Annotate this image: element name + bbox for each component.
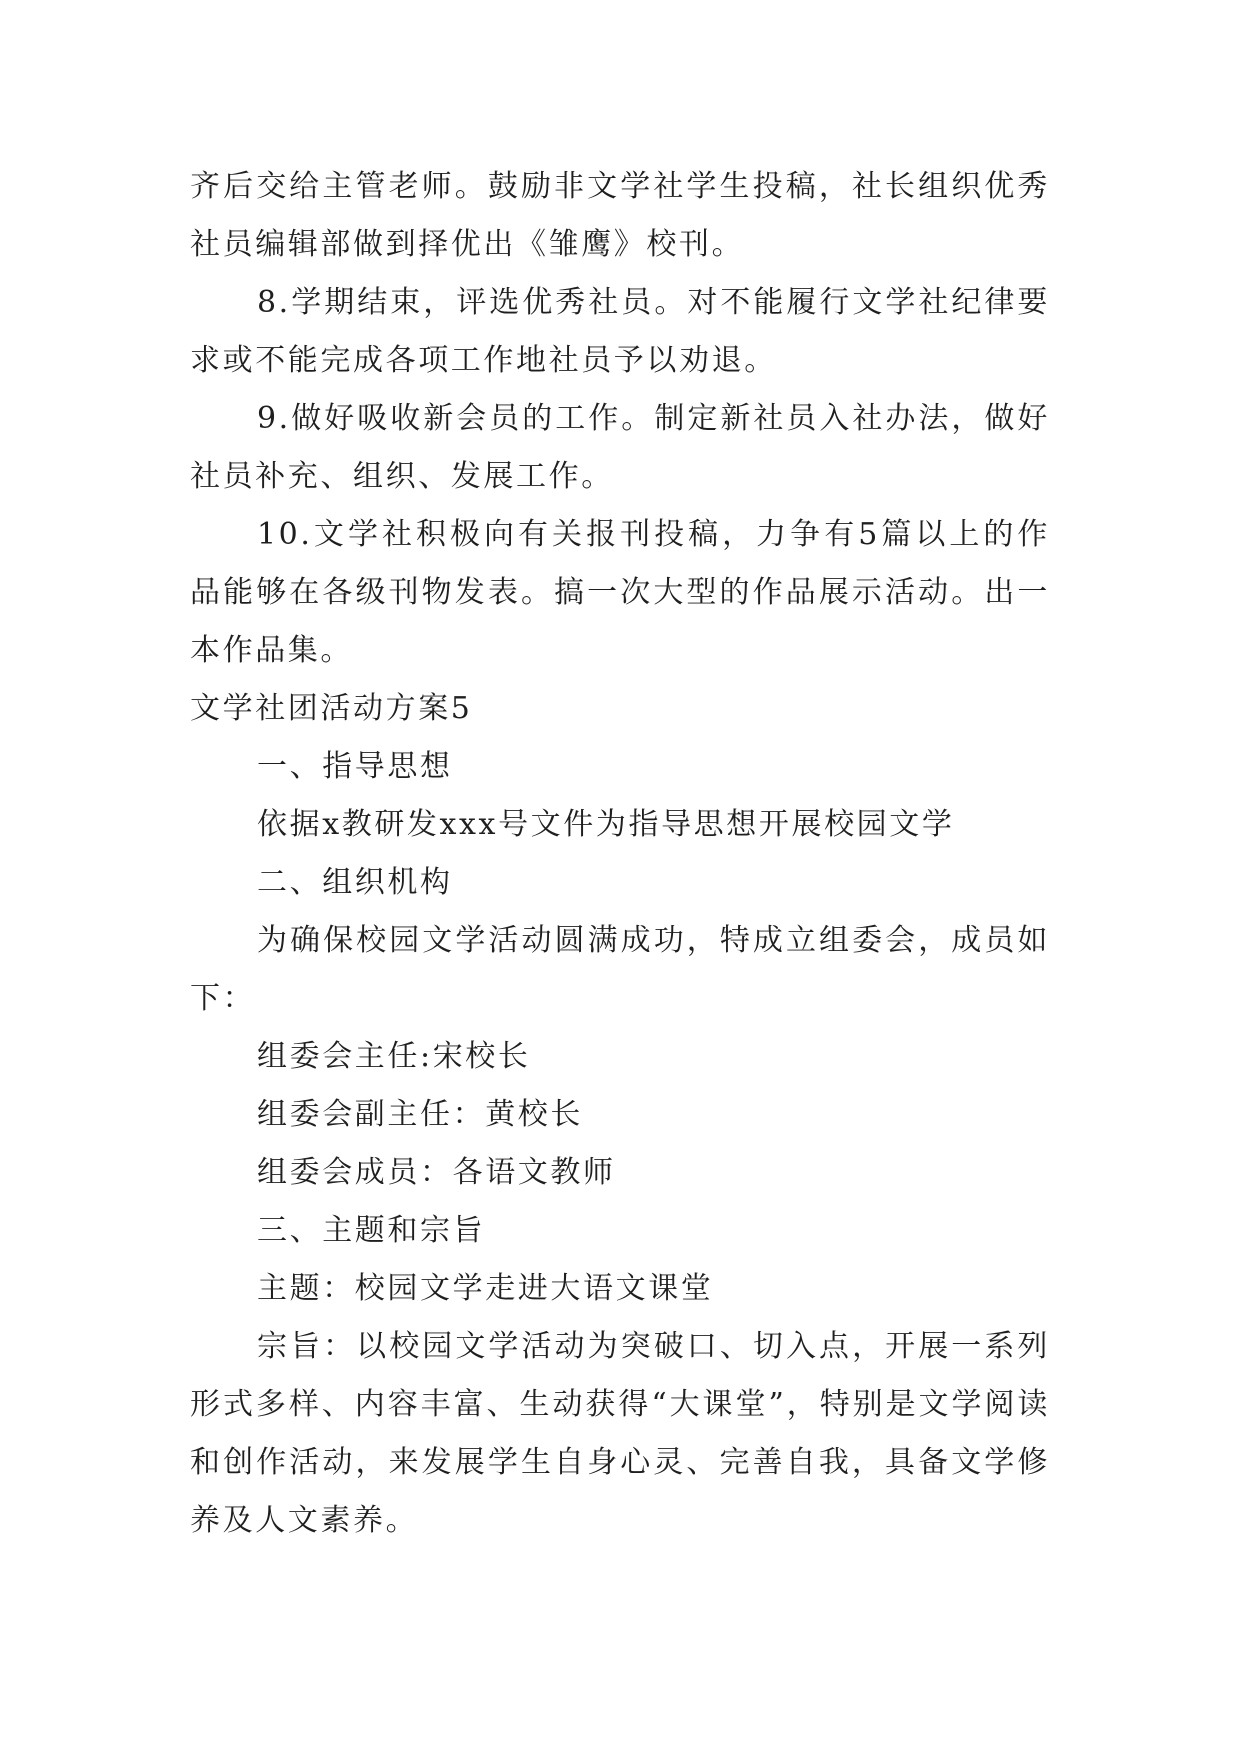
committee-deputy-director: 组委会副主任：黄校长 (257, 1097, 583, 1132)
committee-members: 组委会成员：各语文教师 (257, 1155, 616, 1190)
heading-theme-purpose: 三、主题和宗旨 (257, 1213, 486, 1248)
paragraph-submission-continued: 齐后交给主管老师。鼓励非文学社学生投稿，社长组织优秀社员编辑部做到择优出《雏鹰》校刊。 (190, 169, 1050, 262)
heading-organization: 二、组织机构 (257, 865, 453, 900)
document-body (190, 158, 1050, 1550)
paragraph-item-10: 10.文学社积极向有关报刊投稿，力争有5篇以上的作品能够在各级刊物发表。搞一次大型的作品展示活动。出一本作品集。 (190, 517, 1050, 668)
paragraph-guiding-thought: 依据x教研发xxx号文件为指导思想开展校园文学 (257, 807, 955, 842)
paragraph-item-9: 9.做好吸收新会员的工作。制定新社员入社办法，做好社员补充、组织、发展工作。 (190, 401, 1050, 494)
paragraph-organization: 为确保校园文学活动圆满成功，特成立组委会，成员如下： (190, 923, 1050, 1016)
paragraph-theme: 主题：校园文学走进大语文课堂 (257, 1271, 714, 1306)
paragraph-item-8: 8.学期结束，评选优秀社员。对不能履行文学社纪律要求或不能完成各项工作地社员予以劝退。 (190, 285, 1050, 378)
heading-guiding-thought: 一、指导思想 (257, 749, 453, 784)
section-title-plan-5: 文学社团活动方案5 (190, 691, 473, 726)
paragraph-purpose: 宗旨：以校园文学活动为突破口、切入点，开展一系列形式多样、内容丰富、生动获得“大课堂”，特别是文学阅读和创作活动，来发展学生自身心灵、完善自我，具备文学修养及人文素养。 (190, 1329, 1050, 1538)
committee-director: 组委会主任:宋校长 (257, 1039, 531, 1074)
